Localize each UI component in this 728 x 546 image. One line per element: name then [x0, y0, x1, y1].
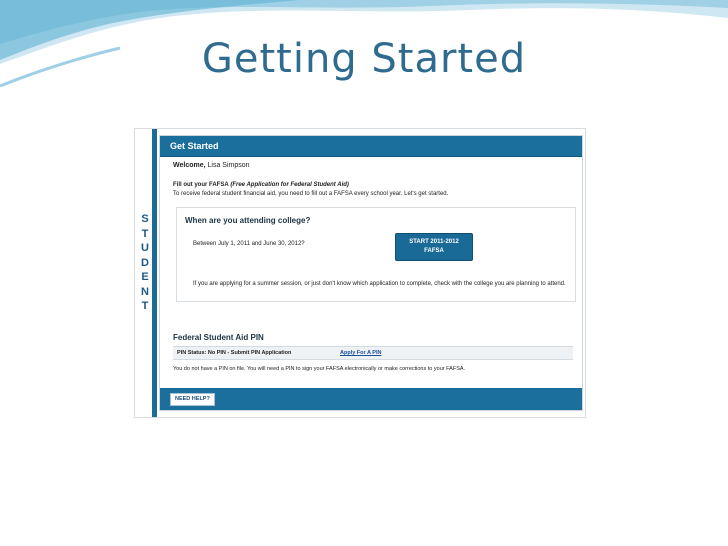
apply-for-pin-link[interactable]: Apply For A PIN [340, 350, 382, 356]
sidebar-letter: D [141, 256, 149, 269]
pin-status: PIN Status: No PIN - Submit PIN Application [177, 350, 292, 356]
panel-footer [160, 388, 582, 410]
fill-out-description: To receive federal student financial aid, you need to fill out a FAFSA every school year. Let's get started. [173, 191, 449, 197]
start-fafsa-button[interactable] [395, 233, 473, 261]
user-name: Lisa Simpson [207, 162, 250, 169]
start-button-line1: START 2011-2012 [409, 239, 459, 245]
student-vertical-label [139, 212, 151, 314]
sidebar-letter: T [141, 227, 149, 240]
fafsa-screenshot [134, 128, 586, 418]
sidebar-letter: T [141, 300, 149, 312]
no-pin-message: You do not have a PIN on file. You will need a PIN to sign your FAFSA electronically or make corrections to your FAFSA. [173, 366, 466, 372]
date-range-question: Between July 1, 2011 and June 30, 2012? [193, 241, 305, 247]
college-question: When are you attending college? [185, 216, 311, 225]
fill-out-intro [173, 181, 573, 199]
pin-section-title: Federal Student Aid PIN [173, 333, 264, 342]
fill-out-heading: Fill out your FAFSA [173, 182, 229, 188]
fill-out-expansion: (Free Application for Federal Student Aid) [230, 182, 349, 188]
panel-header: Get Started [160, 136, 582, 157]
slide-title: Getting Started [201, 36, 527, 82]
sidebar-letter: N [141, 285, 149, 298]
start-button-line2: FAFSA [424, 248, 444, 254]
pin-status-row [173, 346, 573, 360]
welcome-label: Welcome, [173, 162, 206, 169]
need-help-button[interactable]: NEED HELP? [170, 393, 215, 406]
college-timing-box [176, 207, 576, 302]
sidebar-letter: E [141, 271, 149, 283]
summer-session-note: If you are applying for a summer session, or just don't know which application to complete, check with the college you are planning to attend. [193, 281, 566, 287]
sidebar-letter: S [141, 213, 149, 225]
get-started-panel [159, 135, 583, 411]
sidebar-letter: U [141, 242, 149, 254]
welcome-line [173, 162, 250, 169]
sidebar-stripe [152, 129, 157, 417]
